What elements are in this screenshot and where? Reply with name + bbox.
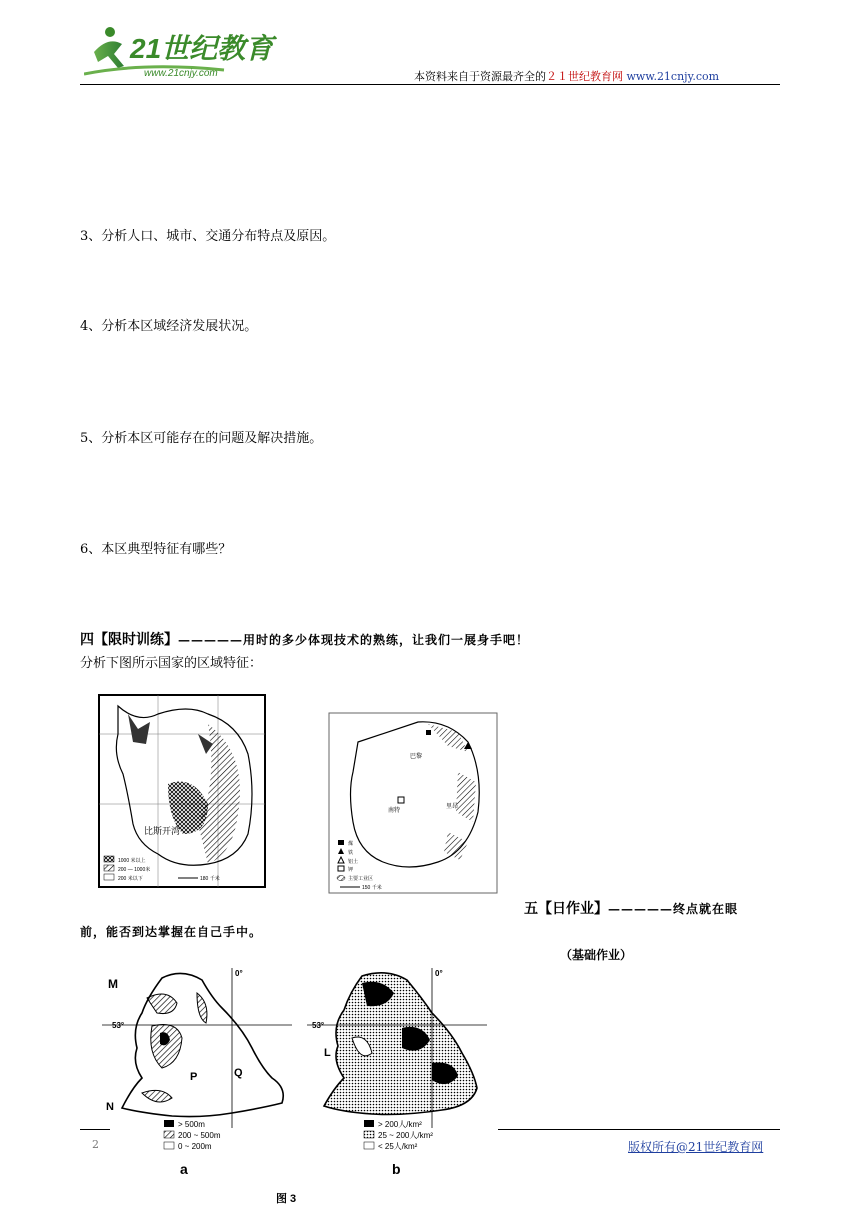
svg-text:25 ~ 200人/km²: 25 ~ 200人/km² [378,1131,433,1140]
svg-text:0 ~ 200m: 0 ~ 200m [178,1142,212,1151]
britain-population-map [307,968,487,1177]
svg-text:53°: 53° [312,1021,325,1030]
svg-text:铝土: 铝土 [348,859,359,865]
france-industry-map [328,712,498,894]
britain-maps [102,968,492,1208]
svg-text:1000 米以上: 1000 米以上 [118,858,146,864]
logo [84,22,284,84]
source-prefix: 本资料来自于资源最齐全的 [414,70,546,83]
section-5-subtitle-line2: 前，能否到达掌握在自己手中。 [80,925,263,939]
svg-text:煤: 煤 [348,841,354,847]
svg-text:> 500m: > 500m [178,1120,205,1129]
svg-text:里昂: 里昂 [446,804,459,810]
logo-graphic [84,22,284,84]
section-4-heading: 四【限时训练】—————用时的多少体现技术的熟练，让我们一展身手吧！ [80,632,530,648]
bay-label: 比斯开湾 [144,826,181,836]
section-5-heading: 五【日作业】—————终点就在眼 [524,901,739,917]
question-3: 3、分析人口、城市、交通分布特点及原因。 [80,229,336,244]
svg-text:200 — 1000米: 200 — 1000米 [118,867,151,873]
svg-text:200 米以下: 200 米以下 [118,876,143,882]
svg-text:P: P [190,1071,198,1083]
svg-text:53°: 53° [112,1021,125,1030]
runner-icon [94,41,124,68]
footer-divider-left [80,1129,110,1130]
svg-text:200 ~ 500m: 200 ~ 500m [178,1131,221,1140]
question-4: 4、分析本区域经济发展状况。 [80,319,258,334]
svg-text:0°: 0° [435,969,443,978]
svg-text:巴黎: 巴黎 [410,754,423,760]
svg-text:铁: 铁 [348,850,354,856]
header-divider [80,84,780,85]
svg-text:L: L [324,1047,331,1059]
svg-text:a: a [180,1161,188,1177]
svg-text:150 千米: 150 千米 [362,885,382,891]
basic-homework-label: （基础作业） [560,948,633,962]
question-6: 6、本区典型特征有哪些？ [80,542,232,557]
source-url[interactable]: www.21cnjy.com [626,70,720,83]
footer-copyright-link[interactable]: 版权所有@21世纪教育网 [628,1140,764,1154]
svg-text:Q: Q [234,1067,243,1079]
footer-page-mark: 2 [92,1138,99,1151]
footer-divider-right [498,1129,780,1130]
runner-head-icon [105,27,115,37]
section-4-subtitle: —————用时的多少体现技术的熟练，让我们一展身手吧！ [178,633,530,647]
svg-text:主要工业区: 主要工业区 [348,876,374,882]
france-relief-map [98,694,266,888]
svg-text:> 200人/km²: > 200人/km² [378,1120,422,1129]
section-5-subtitle-line1: —————终点就在眼 [608,902,739,916]
svg-text:南特: 南特 [388,808,401,814]
logo-url: www.21cnjy.com [144,68,218,79]
svg-text:N: N [106,1101,114,1113]
logo-title: 21世纪教育 [130,33,274,64]
svg-text:钾: 钾 [348,867,354,873]
svg-text:0°: 0° [235,969,243,978]
svg-text:180 千米: 180 千米 [200,876,220,882]
svg-text:b: b [392,1161,401,1177]
svg-text:M: M [108,977,118,991]
svg-text:< 25人/km²: < 25人/km² [378,1142,418,1151]
figure-caption: 图 3 [276,1193,297,1205]
source-highlight: ２１世纪教育网 [546,70,623,83]
britain-relief-map [102,968,292,1177]
section-4-instruction: 分析下图所示国家的区域特征： [80,656,263,671]
question-5: 5、分析本区可能存在的问题及解决措施。 [80,431,323,446]
header-source [414,68,719,84]
